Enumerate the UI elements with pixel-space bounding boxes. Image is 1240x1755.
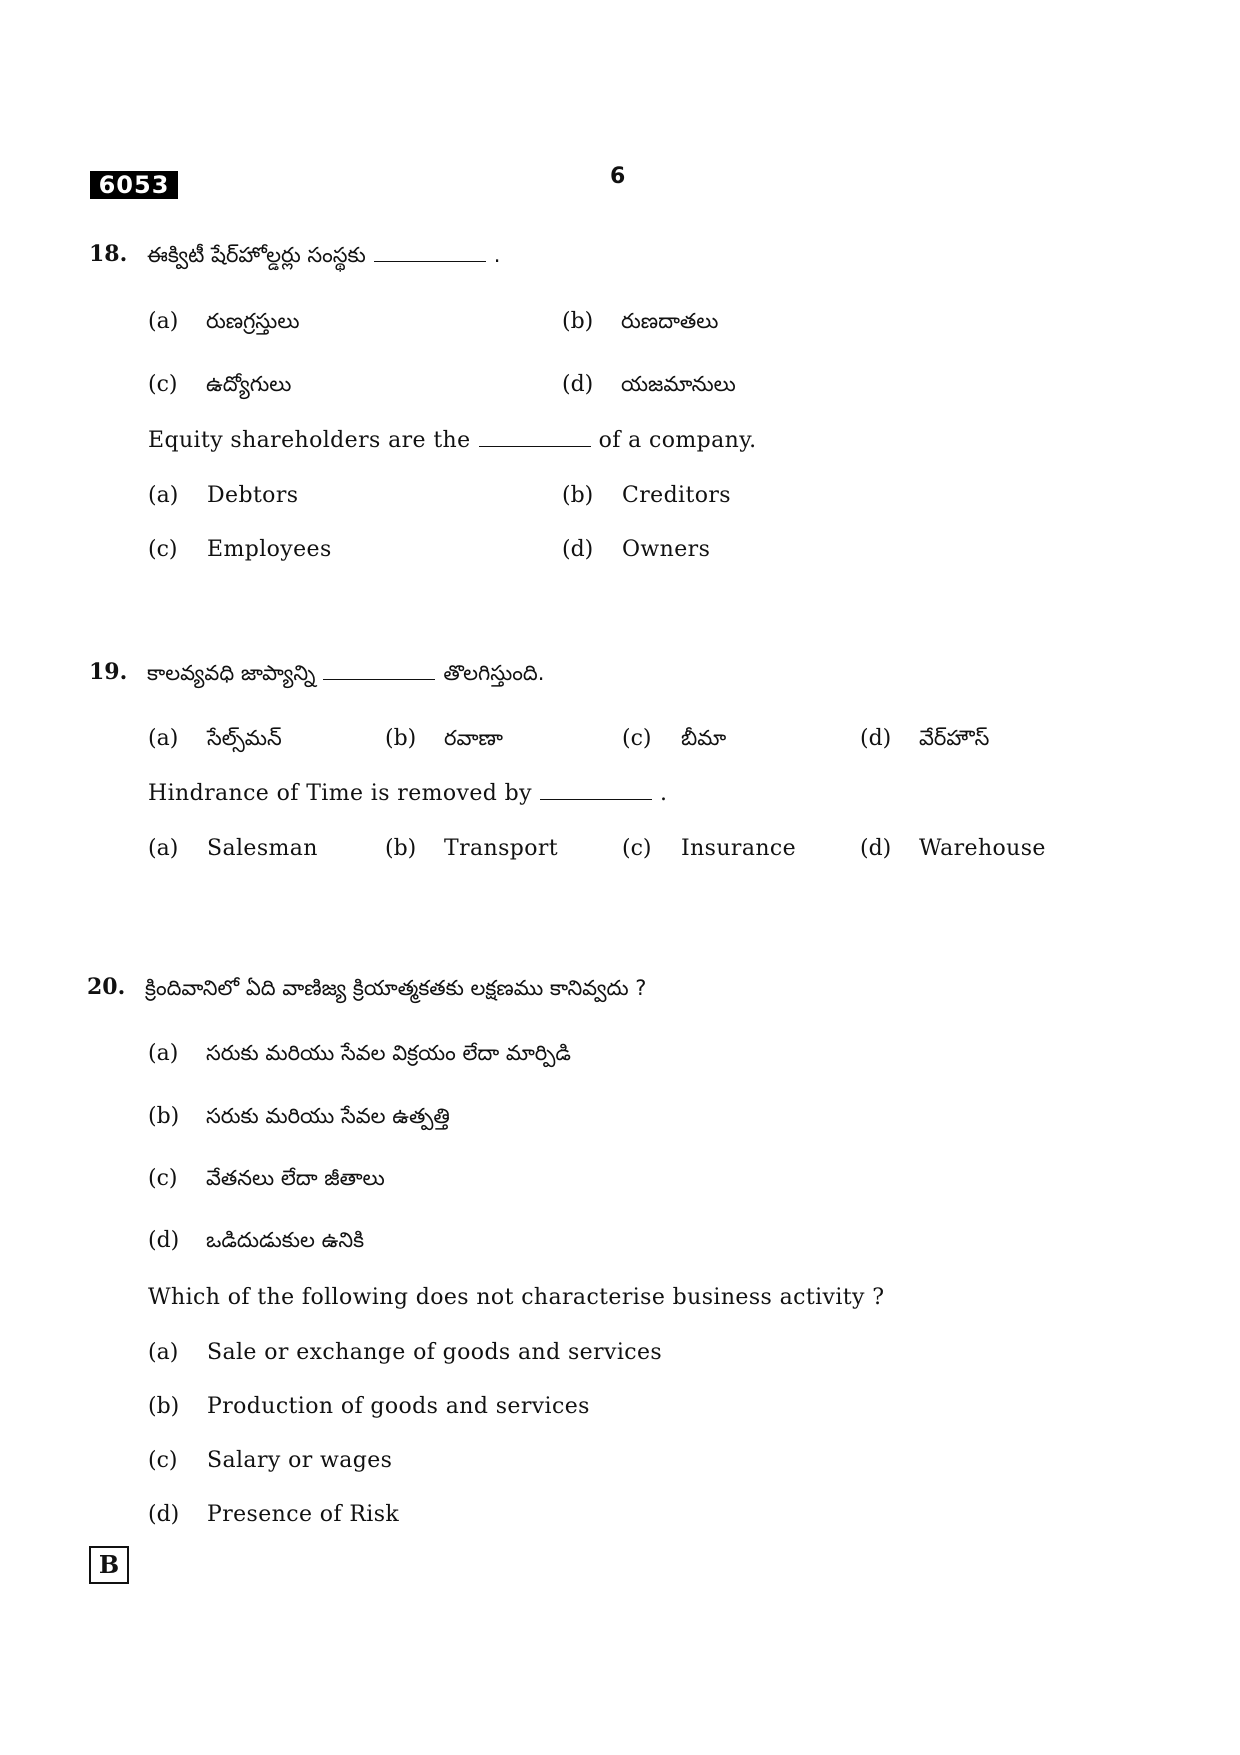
option-label: (d) xyxy=(148,1502,180,1527)
option-label: (b) xyxy=(148,1394,180,1419)
option-label: (d) xyxy=(562,372,594,397)
booklet-series-box: B xyxy=(89,1546,129,1584)
option-label: (c) xyxy=(622,836,652,861)
option-text: Owners xyxy=(622,537,711,562)
option-text: Debtors xyxy=(207,483,299,508)
option-label: (c) xyxy=(622,726,652,751)
option-label: (c) xyxy=(148,1448,178,1473)
option-text: సరుకు మరియు సేవల ఉత్పత్తి xyxy=(206,1104,450,1128)
option-label: (b) xyxy=(562,483,594,508)
option-label: (d) xyxy=(860,726,892,751)
option-label: (a) xyxy=(148,726,179,751)
option-text: Sale or exchange of goods and services xyxy=(207,1340,663,1365)
question-stem-english: Hindrance of Time is removed by . xyxy=(148,781,668,806)
page-number: 6 xyxy=(610,164,626,189)
option-text: Creditors xyxy=(622,483,731,508)
option-label: (b) xyxy=(385,726,417,751)
option-text: Insurance xyxy=(681,836,797,861)
answer-blank xyxy=(323,678,435,680)
option-label: (d) xyxy=(860,836,892,861)
question-stem-telugu: కాలవ్యవధి జాప్యాన్ని తొలగిస్తుంది. xyxy=(147,661,545,685)
paper-code: 6053 xyxy=(90,171,178,199)
answer-blank xyxy=(374,260,486,262)
option-text: బీమా xyxy=(681,726,727,750)
option-text: రవాణా xyxy=(444,726,503,750)
option-label: (d) xyxy=(148,1228,180,1253)
option-label: (c) xyxy=(148,537,178,562)
option-text: Transport xyxy=(444,836,559,861)
question-stem-telugu: క్రిందివానిలో ఏది వాణిజ్య క్రియాత్మకతకు లక్షణము కానివ్వదు ? xyxy=(145,976,647,1000)
option-text: Salesman xyxy=(207,836,318,861)
option-text: Production of goods and services xyxy=(207,1394,590,1419)
option-label: (b) xyxy=(148,1104,180,1129)
option-label: (a) xyxy=(148,483,179,508)
option-text: వేర్‌హౌస్ xyxy=(919,726,990,750)
option-label: (a) xyxy=(148,1340,179,1365)
question-stem-english: Which of the following does not characterise business activity ? xyxy=(148,1285,885,1310)
option-label: (d) xyxy=(562,537,594,562)
option-text: ఉద్యోగులు xyxy=(206,372,292,396)
option-text: Salary or wages xyxy=(207,1448,393,1473)
option-label: (a) xyxy=(148,309,179,334)
option-label: (b) xyxy=(562,309,594,334)
answer-blank xyxy=(540,798,652,800)
answer-blank xyxy=(479,445,591,447)
option-text: Warehouse xyxy=(919,836,1046,861)
option-text: Employees xyxy=(207,537,332,562)
option-text: వేతనలు లేదా జీతాలు xyxy=(206,1166,385,1190)
option-text: ఒడిదుడుకుల ఉనికి xyxy=(206,1228,365,1252)
option-label: (b) xyxy=(385,836,417,861)
option-text: సేల్స్‌మన్ xyxy=(207,726,282,750)
option-label: (c) xyxy=(148,1166,178,1191)
question-stem-english: Equity shareholders are the of a company. xyxy=(148,428,757,453)
option-text: యజమానులు xyxy=(621,372,736,396)
question-stem-telugu: ఈక్విటీ షేర్‌హోల్డర్లు సంస్థకు . xyxy=(147,243,501,267)
question-number: 19. xyxy=(89,659,128,685)
option-label: (c) xyxy=(148,372,178,397)
option-text: Presence of Risk xyxy=(207,1502,400,1527)
option-text: రుణగ్రస్తులు xyxy=(206,309,300,333)
option-text: సరుకు మరియు సేవల విక్రయం లేదా మార్పిడి xyxy=(206,1041,571,1065)
option-text: రుణదాతలు xyxy=(621,309,719,333)
question-number: 20. xyxy=(87,974,126,1000)
option-label: (a) xyxy=(148,1041,179,1066)
option-label: (a) xyxy=(148,836,179,861)
question-number: 18. xyxy=(89,241,128,267)
